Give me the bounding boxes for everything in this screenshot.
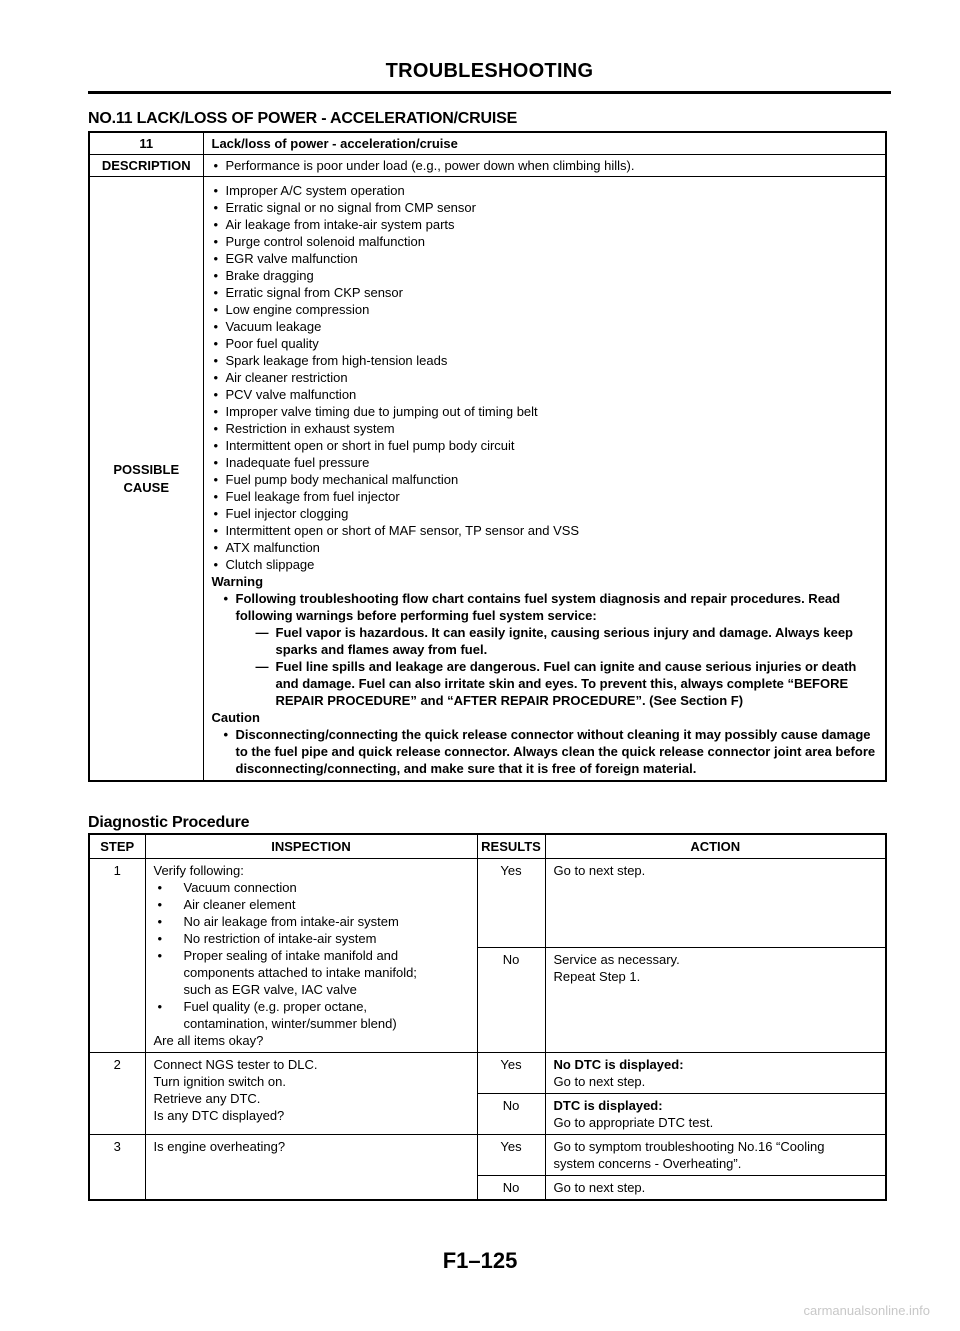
warning-dash-2: — Fuel line spills and leakage are dangerous. Fuel can ignite and cause serious injuries or death and damage. Fuel can also irritate skin and eyes. To prevent this, always complete “BEFORE REPAIR PROCEDURE” and “AFTER REPAIR PROCEDURE”. (See Section F): [212, 658, 878, 709]
symptom-name: Lack/loss of power - acceleration/cruise: [203, 132, 886, 155]
cause-item: • Fuel injector clogging: [212, 505, 878, 522]
header-rule: [88, 91, 891, 94]
cause-item: • PCV valve malfunction: [212, 386, 878, 403]
step2-no-action-text: Go to appropriate DTC test.: [553, 1115, 714, 1130]
step2-no-action-title: DTC is displayed:: [553, 1098, 663, 1113]
cause-item: • Brake dragging: [212, 267, 878, 284]
page-header: TROUBLESHOOTING: [385, 60, 594, 82]
cause-item: • Intermittent open or short of MAF sensor, TP sensor and VSS: [212, 522, 878, 539]
cause-item: • EGR valve malfunction: [212, 250, 878, 267]
step3-yes-action-line2: system concerns - Overheating”.: [553, 1156, 742, 1171]
caution-label: Caution: [211, 710, 260, 725]
header-action: ACTION: [545, 834, 886, 859]
step3-inspection: Is engine overheating?: [145, 1135, 477, 1201]
step3-yes: Yes: [477, 1135, 545, 1176]
step2-inspection: [145, 1053, 477, 1135]
cause-item: • Purge control solenoid malfunction: [212, 233, 878, 250]
step2-line-3: Retrieve any DTC.: [153, 1091, 261, 1106]
cause-item: • Fuel pump body mechanical malfunction: [212, 471, 878, 488]
step2-yes: Yes: [477, 1053, 545, 1094]
step3-yes-row: [89, 1135, 886, 1176]
cause-item: • Clutch slippage: [212, 556, 878, 573]
step1-number: 1: [89, 859, 145, 1053]
cause-item: • Restriction in exhaust system: [212, 420, 878, 437]
warning-text: • Following troubleshooting flow chart contains fuel system diagnosis and repair procedures. Read following warnings before performing fuel system service:: [212, 590, 878, 624]
step1-no-action: [545, 948, 886, 1053]
description-label: DESCRIPTION: [89, 155, 203, 177]
step2-no-action: [545, 1094, 886, 1135]
step1-yes: Yes: [477, 859, 545, 948]
step1-no-action-line2: Repeat Step 1.: [553, 969, 641, 984]
step2-line-1: Connect NGS tester to DLC.: [153, 1057, 318, 1072]
cause-item: • Vacuum leakage: [212, 318, 878, 335]
step2-yes-action-title: No DTC is displayed:: [553, 1057, 684, 1072]
step3-no: No: [477, 1176, 545, 1201]
cause-item: • Erratic signal or no signal from CMP sensor: [212, 199, 878, 216]
warning-dash-1: — Fuel vapor is hazardous. It can easily ignite, causing serious injury and damage. Always keep sparks and flames away from fuel.: [212, 624, 878, 658]
step2-yes-action: [545, 1053, 886, 1094]
step3-yes-action-line1: Go to symptom troubleshooting No.16 “Cooling: [553, 1139, 825, 1154]
cause-item: • Improper valve timing due to jumping out of timing belt: [212, 403, 878, 420]
step1-item-3: • No air leakage from intake-air system: [154, 913, 469, 930]
cause-item: • Spark leakage from high-tension leads: [212, 352, 878, 369]
symptom-header-row: [89, 132, 886, 155]
cause-label: [89, 177, 203, 782]
diag-header-row: [89, 834, 886, 859]
step2-line-2: Turn ignition switch on.: [153, 1074, 286, 1089]
caution-text: • Disconnecting/connecting the quick release connector without cleaning it may possibly cause damage to the fuel pipe and quick release connector. Always clean the quick release connector joint area before disconnecting/connecting, and make sure that it is free of foreign material.: [212, 726, 878, 777]
step1-yes-action: Go to next step.: [545, 859, 886, 948]
step3-number: 3: [89, 1135, 145, 1201]
header-inspection: INSPECTION: [145, 834, 477, 859]
step3-no-action: Go to next step.: [545, 1176, 886, 1201]
step2-yes-row: [89, 1053, 886, 1094]
cause-row: [89, 177, 886, 782]
step1-item-2: • Air cleaner element: [154, 896, 469, 913]
page-number: F1–125: [442, 1248, 518, 1273]
cause-label-line2: CAUSE: [123, 479, 169, 495]
cause-item: • Air leakage from intake-air system parts: [212, 216, 878, 233]
step1-item-4: • No restriction of intake-air system: [154, 930, 469, 947]
step1-item-5: • Proper sealing of intake manifold and: [154, 947, 469, 964]
diagnostic-title: Diagnostic Procedure: [88, 814, 250, 831]
diagnostic-table: [88, 833, 887, 1201]
symptom-table: [88, 131, 887, 782]
step2-line-4: Is any DTC displayed?: [153, 1108, 285, 1123]
description-text: • Performance is poor under load (e.g., power down when climbing hills).: [212, 157, 878, 174]
watermark: carmanualsonline.info: [803, 1303, 930, 1318]
cause-item: • Air cleaner restriction: [212, 369, 878, 386]
cause-item: • Fuel leakage from fuel injector: [212, 488, 878, 505]
cause-cell: [203, 177, 886, 782]
step1-item-5-cont2: such as EGR valve, IAC valve: [183, 982, 357, 997]
step1-yes-row: [89, 859, 886, 948]
step2-yes-action-text: Go to next step.: [553, 1074, 646, 1089]
warning-label: Warning: [211, 574, 264, 589]
cause-item: • Erratic signal from CKP sensor: [212, 284, 878, 301]
step3-yes-action: [545, 1135, 886, 1176]
cause-list: [212, 182, 878, 573]
description-cell: [203, 155, 886, 177]
cause-item: • Inadequate fuel pressure: [212, 454, 878, 471]
step1-no: No: [477, 948, 545, 1053]
cause-item: • Poor fuel quality: [212, 335, 878, 352]
step1-no-action-line1: Service as necessary.: [553, 952, 680, 967]
header-results: RESULTS: [477, 834, 545, 859]
step1-item-6: • Fuel quality (e.g. proper octane,: [154, 998, 469, 1015]
section-title: NO.11 LACK/LOSS OF POWER - ACCELERATION/CRUISE: [88, 110, 518, 127]
step1-item-6-cont1: contamination, winter/summer blend): [183, 1016, 397, 1031]
step1-item-5-cont1: components attached to intake manifold;: [183, 965, 417, 980]
step1-inspection: [145, 859, 477, 1053]
step2-number: 2: [89, 1053, 145, 1135]
step1-intro: Verify following:: [153, 863, 244, 878]
cause-item: • Intermittent open or short in fuel pump body circuit: [212, 437, 878, 454]
symptom-number: 11: [89, 132, 203, 155]
step2-no: No: [477, 1094, 545, 1135]
cause-item: • Improper A/C system operation: [212, 182, 878, 199]
description-row: [89, 155, 886, 177]
cause-item: • ATX malfunction: [212, 539, 878, 556]
header-step: STEP: [89, 834, 145, 859]
step1-question: Are all items okay?: [153, 1033, 264, 1048]
cause-label-line1: POSSIBLE: [113, 461, 180, 477]
step1-item-1: • Vacuum connection: [154, 879, 469, 896]
cause-item: • Low engine compression: [212, 301, 878, 318]
